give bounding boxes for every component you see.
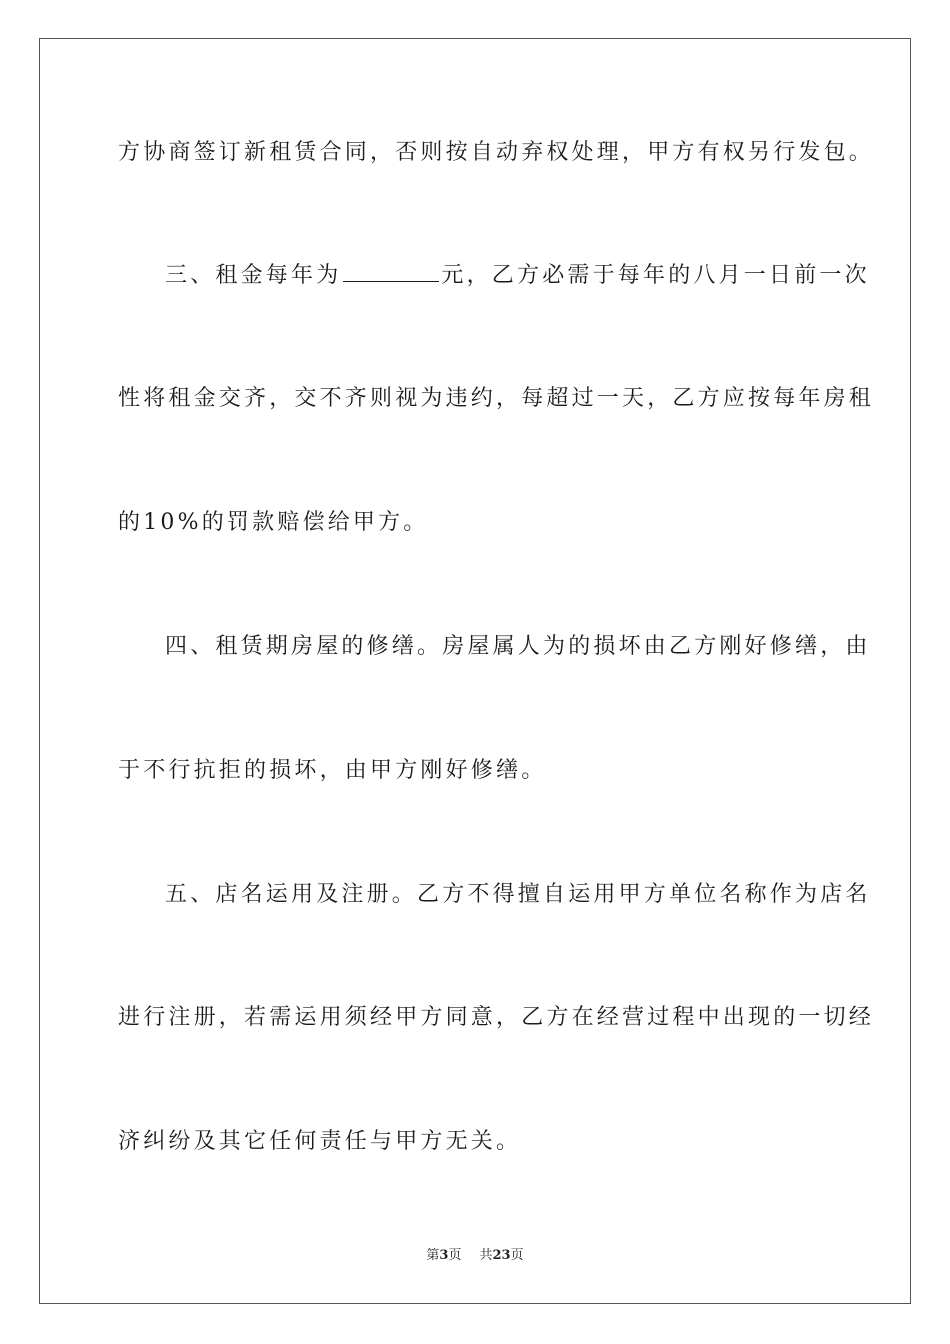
- rent-amount-blank: [343, 261, 439, 282]
- page-prefix: 第: [426, 1248, 440, 1263]
- paragraph-line: 方协商签订新租赁合同，否则按自动弃权处理，甲方有权另行发包。: [118, 140, 875, 165]
- total-pages: 23: [492, 1248, 511, 1263]
- paragraph-line: [165, 261, 885, 291]
- paragraph-line: 四、租赁期房屋的修缮。房屋属人为的损坏由乙方刚好修缮，由: [165, 634, 871, 659]
- paragraph-line: 于不行抗拒的损坏，由甲方刚好修缮。: [118, 758, 547, 783]
- page-suffix: 页: [448, 1248, 462, 1263]
- page-footer: [0, 1247, 950, 1265]
- clause-three-text: 元，乙方必需于每年的八月一日前一次: [441, 263, 870, 288]
- page-border: [39, 38, 911, 1304]
- paragraph-line: 五、店名运用及注册。乙方不得擅自运用甲方单位名称作为店名: [165, 882, 871, 907]
- paragraph-line: 济纠纷及其它任何责任与甲方无关。: [118, 1129, 522, 1154]
- total-prefix: 共: [479, 1248, 493, 1263]
- page-number: 3: [439, 1248, 449, 1263]
- clause-three-heading: 三、租金每年为: [165, 263, 342, 288]
- paragraph-line: 的10%的罚款赔偿给甲方。: [118, 510, 429, 535]
- total-suffix: 页: [510, 1248, 524, 1263]
- paragraph-line: 性将租金交齐，交不齐则视为违约，每超过一天，乙方应按每年房租: [118, 386, 875, 411]
- paragraph-line: 进行注册，若需运用须经甲方同意，乙方在经营过程中出现的一切经: [118, 1005, 875, 1030]
